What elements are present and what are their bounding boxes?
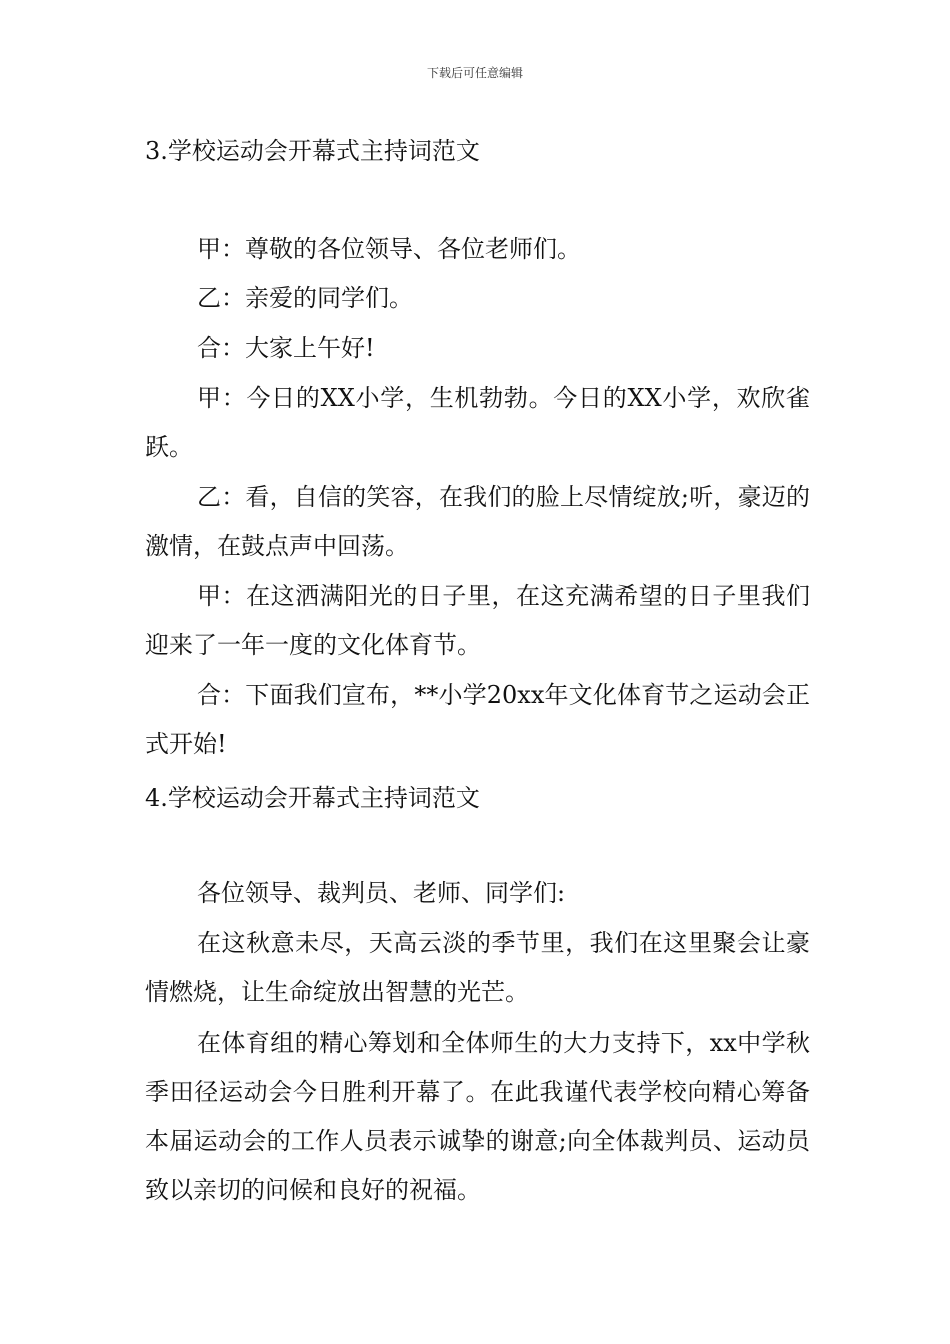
- section-4-paragraph: 在体育组的精心筹划和全体师生的大力支持下，xx中学秋季田径运动会今日胜利开幕了。在此我谨代表学校向精心筹备本届运动会的工作人员表示诚挚的谢意;向全体裁判员、运动员致以亲切的问候和良好的祝福。: [145, 1029, 810, 1204]
- section-4-paragraph: 各位领导、裁判员、老师、同学们:: [197, 879, 566, 907]
- section-4-heading: 4.学校运动会开幕式主持词范文: [145, 784, 480, 812]
- section-3-paragraph: 合：大家上午好!: [197, 334, 375, 362]
- section-3-paragraph: 甲：在这洒满阳光的日子里，在这充满希望的日子里我们迎来了一年一度的文化体育节。: [145, 582, 810, 659]
- section-3-heading: 3.学校运动会开幕式主持词范文: [145, 137, 480, 165]
- section-4-paragraph: 在这秋意未尽，天高云淡的季节里，我们在这里聚会让豪情燃烧，让生命绽放出智慧的光芒。: [145, 929, 810, 1006]
- section-3-paragraph: 甲：今日的XX小学，生机勃勃。今日的XX小学，欢欣雀跃。: [145, 384, 810, 461]
- section-3-paragraph: 乙：看，自信的笑容，在我们的脸上尽情绽放;听，豪迈的激情，在鼓点声中回荡。: [145, 483, 810, 560]
- section-3-paragraph: 合：下面我们宣布，**小学20xx年文化体育节之运动会正式开始!: [145, 681, 810, 758]
- header-note: 下载后可任意编辑: [426, 66, 523, 80]
- section-3-paragraph: 甲：尊敬的各位领导、各位老师们。: [197, 235, 581, 263]
- section-3-paragraph: 乙：亲爱的同学们。: [197, 284, 413, 312]
